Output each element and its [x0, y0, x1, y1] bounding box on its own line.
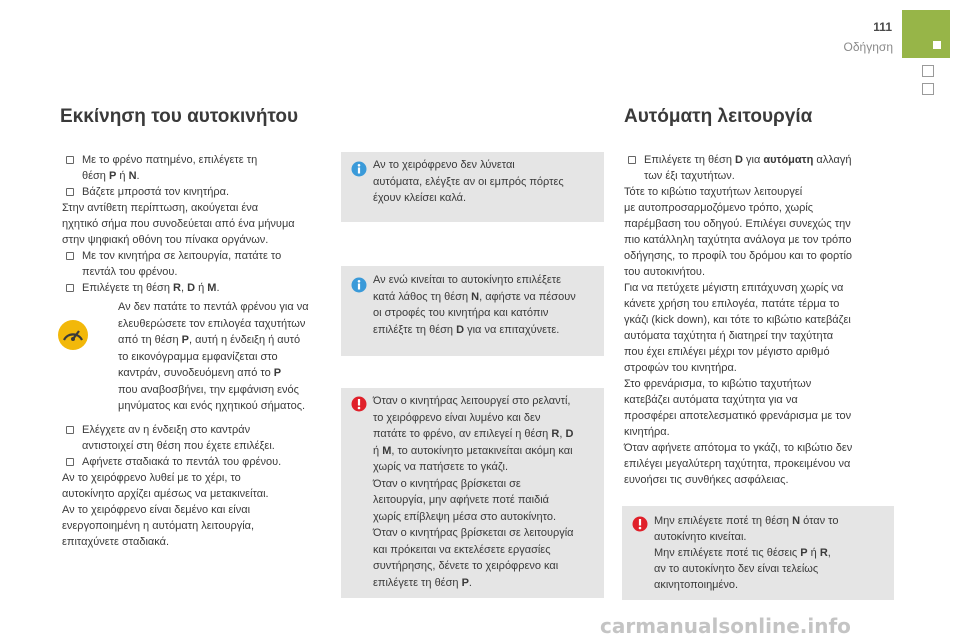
step-brake-select: Με το φρένο πατημένο, επιλέγετε τη — [62, 152, 337, 168]
gauge-text-line: καντράν, συνοδευόμενη από το P — [118, 367, 282, 379]
right-text-line: κινητήρα. — [624, 426, 670, 438]
gauge-text-line: το εικονόγραμμα εμφανίζεται στο — [118, 350, 278, 363]
right-text-line: πιο κατάλληλη ταχύτητα ανάλογα με τον τρόπο — [624, 234, 852, 246]
right-text-line: προσφέρει αποτελεσματικό φρενάρισμα με τον — [624, 410, 852, 422]
section-name: Οδήγηση — [843, 40, 893, 54]
left-text-line: στην ψηφιακή οθόνη του πίνακα οργάνων. — [62, 234, 269, 246]
note-text-line: χωρίς επίβλεψη μέσα στο αυτοκίνητο. — [373, 510, 557, 523]
right-text-line: αυτόματα ταχύτητα ή διατηρεί την ταχύτητα — [624, 330, 834, 342]
gauge-text-line: ελευθερώσετε τον επιλογέα ταχυτήτων — [118, 317, 306, 330]
left-text-line: ηχητικό σήμα που συνοδεύεται από ένα μήνυμα — [62, 218, 295, 230]
step-brake-select-cont: θέση P ή N. — [82, 170, 140, 182]
note-text-line: αν το αυτοκίνητο δεν είναι τελείως — [654, 563, 819, 575]
right-text-line: επιλέγει μεγαλύτερη ταχύτητα, προκειμένου να — [624, 458, 851, 470]
warning-icon — [351, 396, 367, 412]
note-text-line: επιλέγετε τη θέση P. — [373, 576, 472, 589]
gauge-explanation — [62, 299, 337, 415]
warning-note-neutral-reverse — [622, 506, 894, 600]
step-press-brake: Με τον κινητήρα σε λειτουργία, πατάτε το — [62, 248, 337, 264]
step-select-gear: Επιλέγετε τη θέση R, D ή M. — [62, 280, 337, 296]
right-column — [624, 152, 894, 488]
note-text-line: ακινητοποιημένο. — [654, 579, 739, 591]
left-text-line: Στην αντίθετη περίπτωση, ακούγεται ένα — [62, 202, 259, 214]
info-note-parking-brake — [341, 152, 604, 222]
note-text-line: οι στροφές του κινητήρα και κατόπιν — [373, 307, 549, 319]
left-section-title: Εκκίνηση του αυτοκινήτου — [60, 106, 299, 127]
note-text-line: πατάτε το φρένο, αν επιλεγεί η θέση R, D — [373, 428, 574, 440]
info-note-neutral — [341, 266, 604, 356]
note-text-line: Όταν ο κινητήρας λειτουργεί στο ρελαντί, — [373, 395, 571, 407]
gauge-text-line: μηνύματος και ενός ηχητικού σήματος. — [118, 400, 306, 412]
step-release-brake: Αφήνετε σταδιακά το πεντάλ του φρένου. — [62, 454, 337, 470]
step-select-auto-cont: των έξι ταχυτήτων. — [644, 170, 735, 182]
note-text-line: το χειρόφρενο είναι λυμένο και δεν — [373, 411, 541, 424]
warning-icon — [632, 516, 648, 532]
right-text-line: με αυτοπροσαρμοζόμενο τρόπο, χωρίς — [624, 202, 814, 214]
right-text-line: παρέμβαση του οδηγού. Επιλέγει συνεχώς την — [624, 218, 851, 230]
left-text-line: Αν το χειρόφρενο λυθεί με το χέρι, το — [62, 471, 241, 484]
right-text-line: κάνετε χρήση του επιλογέα, πατάτε τέρμα το — [624, 298, 840, 310]
right-text-line: Για να πετύχετε μέγιστη επιτάχυνση χωρίς να — [624, 282, 844, 294]
note-text-line: Όταν ο κινητήρας βρίσκεται σε λειτουργία — [373, 527, 574, 539]
right-text-line: Τότε το κιβώτιο ταχυτήτων λειτουργεί — [624, 186, 803, 198]
left-text-line: επιταχύνετε σταδιακά. — [62, 535, 170, 548]
note-text-line: Μην επιλέγετε ποτέ τη θέση N όταν το — [654, 515, 839, 527]
note-text-line: και πρόκειται να εκτελέσετε εργασίες — [373, 543, 551, 556]
right-text-line: Όταν αφήνετε απότομα το γκάζι, το κιβώτιο δεν — [624, 442, 853, 454]
watermark: carmanualsonline.info — [600, 614, 851, 638]
right-text-line: Στο φρενάρισμα, το κιβώτιο ταχυτήτων — [624, 378, 812, 390]
left-column — [62, 152, 337, 550]
note-text-line: αυτοκίνητο κινείται. — [654, 531, 747, 543]
note-text-line: έχουν κλείσει καλά. — [373, 192, 467, 204]
gauge-text-line: Αν δεν πατάτε το πεντάλ φρένου για να — [118, 301, 309, 313]
right-text-line: που έχει επιλέγει μέχρι τον μέγιστο αριθμό — [624, 346, 830, 358]
right-text-line: οδήγησης, το προφίλ του δρόμου και το φορτίο — [624, 250, 853, 262]
nav-box-1 — [922, 65, 934, 77]
gauge-text-line: από τη θέση P, αυτή η ένδειξη ή αυτό — [118, 334, 301, 346]
right-text-line: ευνοήσει τις συνθήκες ασφάλειας. — [624, 474, 789, 486]
chapter-tab — [902, 10, 950, 58]
left-text-line: Αν το χειρόφρενο είναι δεμένο και είναι — [62, 503, 251, 516]
info-icon — [351, 161, 367, 177]
right-text-line: του αυτοκινήτου. — [624, 266, 706, 278]
note-text-line: ή M, το αυτοκίνητο μετακινείται ακόμη και — [373, 444, 573, 457]
note-text-line: Μην επιλέγετε ποτέ τις θέσεις P ή R, — [654, 547, 831, 559]
gauge-icon — [58, 320, 88, 350]
warning-note-idle — [341, 388, 604, 598]
chapter-tab-marker — [933, 41, 941, 49]
note-text-line: κατά λάθος τη θέση N, αφήστε να πέσουν — [373, 290, 576, 303]
step-select-auto: Επιλέγετε τη θέση D για αυτόματη αλλαγή — [624, 152, 894, 168]
right-text-line: στροφών του κινητήρα. — [624, 362, 737, 374]
gauge-text-line: που αναβοσβήνει, την εμφάνιση ενός — [118, 383, 299, 396]
left-text-line: αυτοκίνητο αρχίζει αμέσως να μετακινείται. — [62, 487, 269, 500]
left-text-line: ενεργοποιημένη η αυτόματη λειτουργία, — [62, 519, 255, 532]
step-start-engine: Βάζετε μπροστά τον κινητήρα. — [62, 184, 337, 200]
right-text-line: κατεβάζει αυτόματα ταχύτητα για να — [624, 394, 798, 406]
note-text-line: λειτουργία, μην αφήνετε ποτέ παιδιά — [373, 494, 550, 506]
note-text-line: επιλέξτε τη θέση D για να επιταχύνετε. — [373, 323, 560, 336]
note-text-line: συντήρησης, δένετε το χειρόφρενο και — [373, 560, 559, 572]
step-press-brake-cont: πεντάλ του φρένου. — [82, 266, 178, 278]
step-check-display-cont: αντιστοιχεί στη θέση που έχετε επιλέξει. — [82, 439, 275, 452]
right-section-title: Αυτόματη λειτουργία — [624, 106, 813, 127]
page-number: 111 — [873, 20, 892, 34]
note-text-line: αυτόματα, ελέγξτε αν οι εμπρός πόρτες — [373, 175, 564, 188]
info-icon — [351, 277, 367, 293]
note-text-line: χωρίς να πατήσετε το γκάζι. — [373, 461, 509, 473]
step-check-display: Ελέγχετε αν η ένδειξη στο καντράν — [62, 422, 337, 438]
right-text-line: γκάζι (kick down), και τότε το κιβώτιο κατεβάζει — [624, 314, 851, 326]
note-text-line: Αν το χειρόφρενο δεν λύνεται — [373, 159, 515, 171]
nav-box-2 — [922, 83, 934, 95]
note-text-line: Όταν ο κινητήρας βρίσκεται σε — [373, 477, 521, 490]
note-text-line: Αν ενώ κινείται το αυτοκίνητο επιλέξετε — [373, 274, 561, 286]
